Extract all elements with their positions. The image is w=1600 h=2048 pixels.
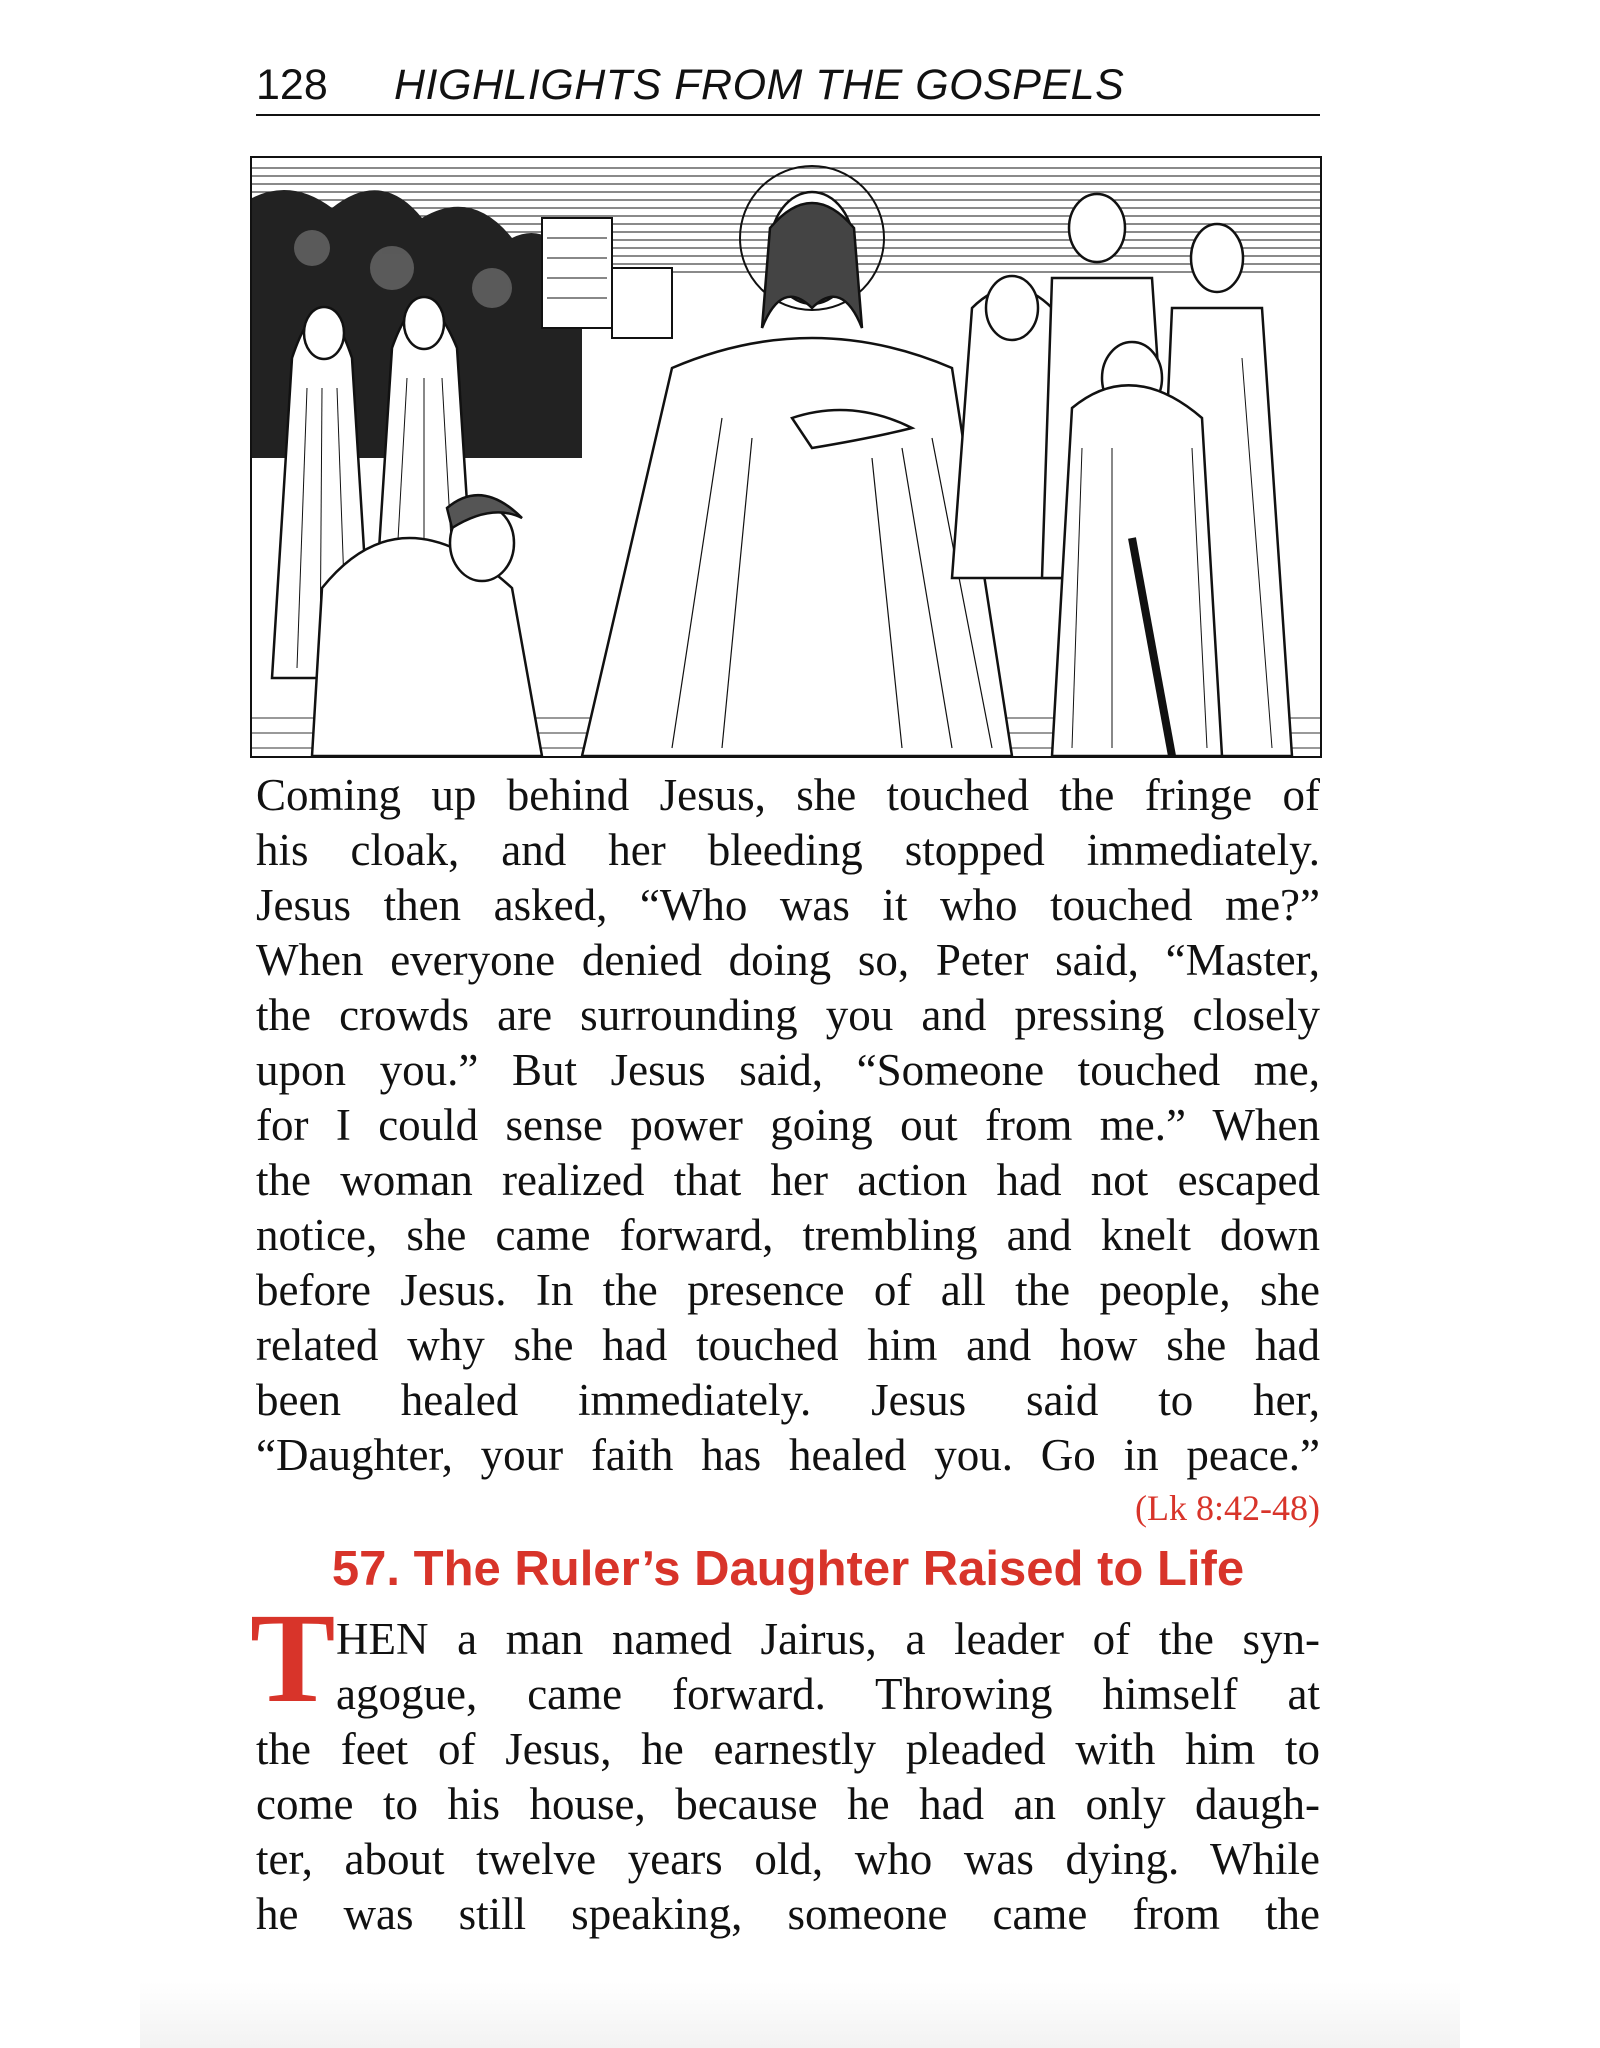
text-line: upon you.” But Jesus said, “Someone touched me, <box>256 1045 1320 1095</box>
text-line: the crowds are surrounding you and pressing closely <box>256 990 1320 1040</box>
illustration-engraving <box>250 156 1322 758</box>
text-line: related why she had touched him and how she had <box>256 1320 1320 1370</box>
text-line: come to his house, because he had an only daugh- <box>256 1779 1320 1829</box>
text-line: been healed immediately. Jesus said to her, <box>256 1375 1320 1425</box>
paragraph-section <box>256 1612 1320 1942</box>
paragraph-main <box>256 768 1320 1483</box>
page-bottom-shadow <box>140 1982 1460 2048</box>
text-line: the woman realized that her action had not escaped <box>256 1155 1320 1205</box>
text-line: for I could sense power going out from me.” When <box>256 1100 1320 1150</box>
page-number: 128 <box>256 61 328 109</box>
scripture-citation: (Lk 8:42-48) <box>1135 1488 1320 1528</box>
text-line: ter, about twelve years old, who was dying. While <box>256 1834 1320 1884</box>
text-line: notice, she came forward, trembling and knelt down <box>256 1210 1320 1260</box>
running-header <box>256 56 1320 116</box>
section-heading: 57. The Ruler’s Daughter Raised to Life <box>331 1542 1245 1596</box>
text-line: Coming up behind Jesus, she touched the fringe of <box>256 770 1320 820</box>
drop-cap: T <box>250 1587 336 1729</box>
text-line: his cloak, and her bleeding stopped immediately. <box>256 825 1320 875</box>
text-line: agogue, came forward. Throwing himself at <box>336 1669 1320 1719</box>
text-line: the feet of Jesus, he earnestly pleaded with him to <box>256 1724 1320 1774</box>
text-line: Jesus then asked, “Who was it who touched me?” <box>256 880 1320 930</box>
text-line: HEN a man named Jairus, a leader of the syn- <box>336 1614 1320 1664</box>
running-title: HIGHLIGHTS FROM THE GOSPELS <box>394 61 1125 109</box>
text-line: before Jesus. In the presence of all the people, she <box>256 1265 1320 1315</box>
text-line: When everyone denied doing so, Peter said, “Master, <box>256 935 1320 985</box>
text-line: he was still speaking, someone came from the <box>256 1889 1320 1939</box>
engraving-icon <box>252 158 1320 756</box>
text-line: “Daughter, your faith has healed you. Go in peace.” <box>256 1430 1320 1480</box>
